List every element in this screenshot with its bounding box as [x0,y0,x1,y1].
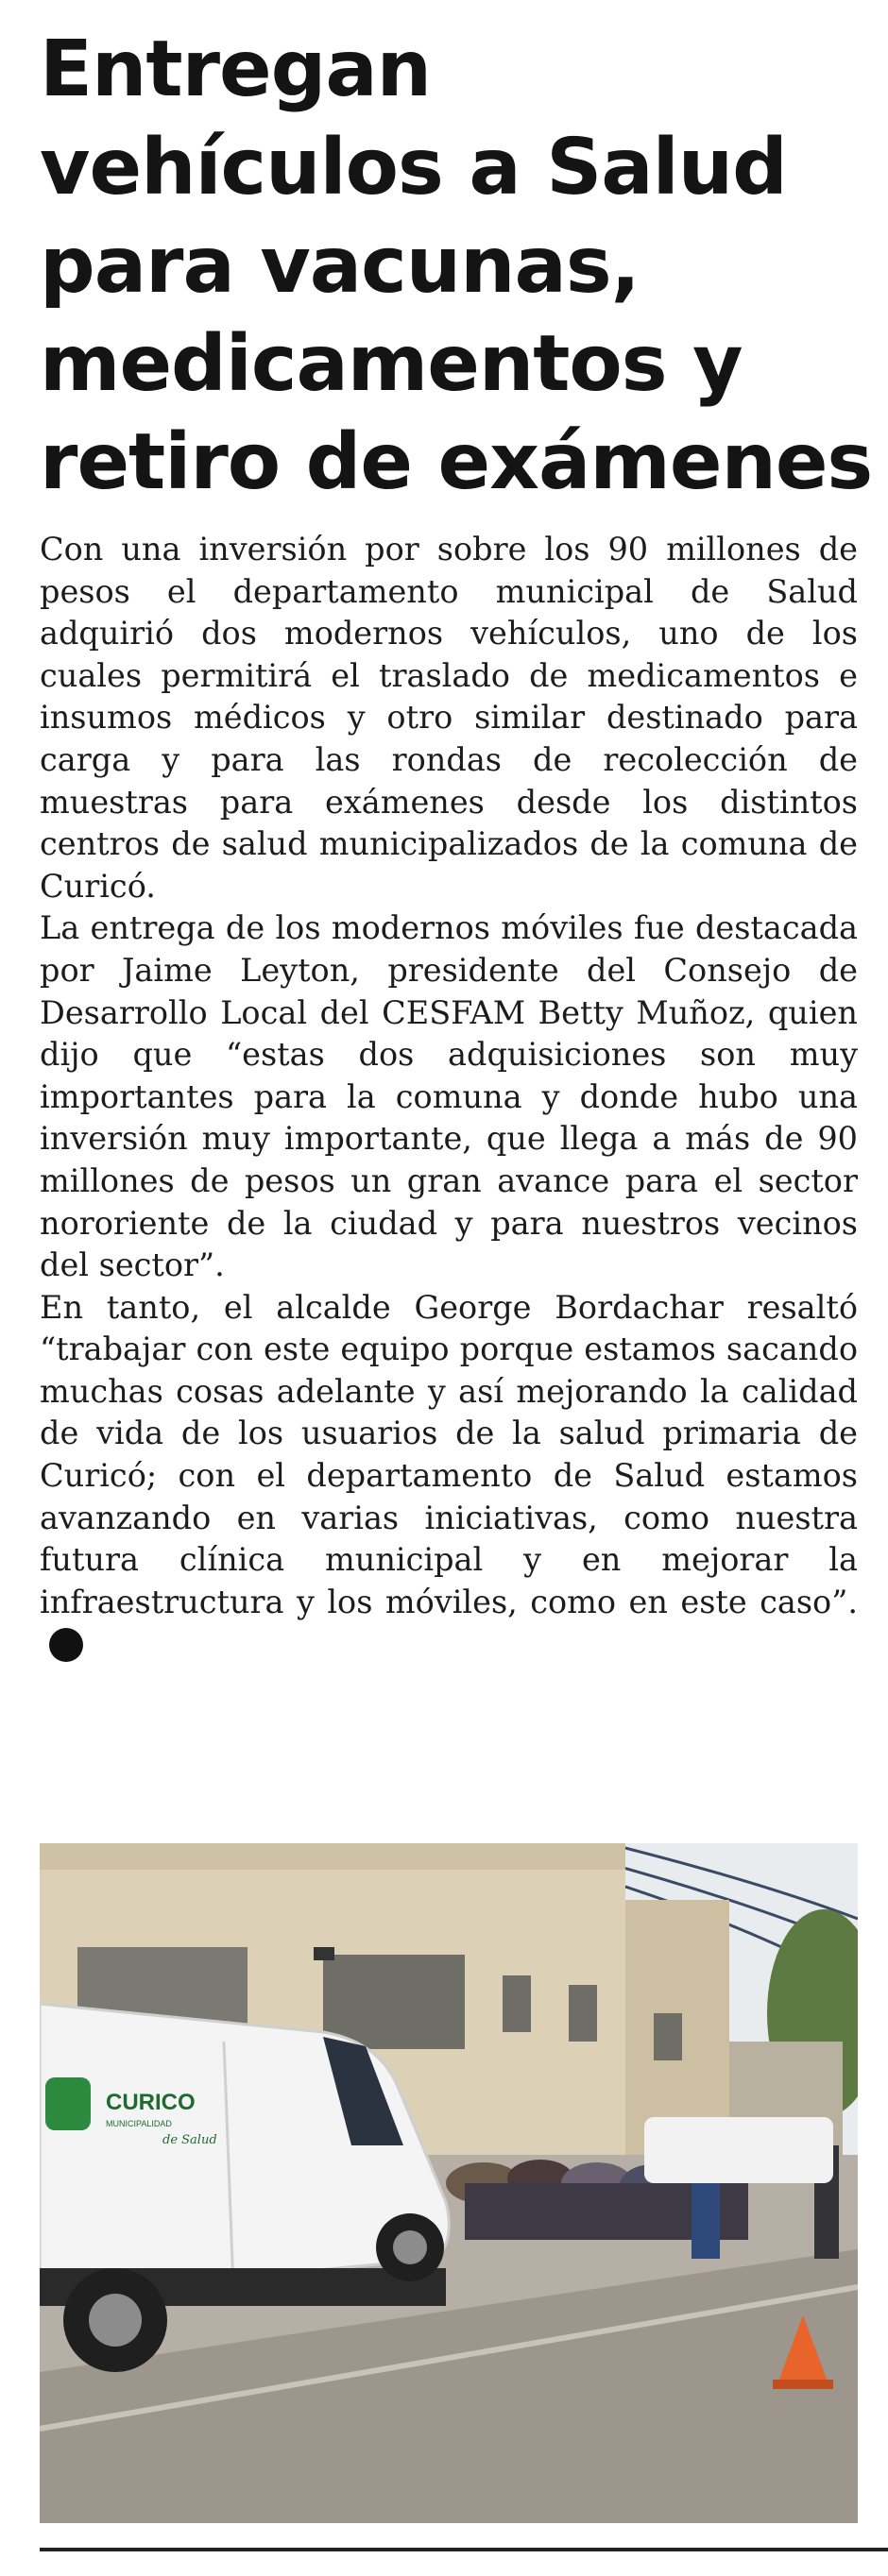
van-logo-subtext: MUNICIPALIDAD [106,2119,172,2128]
photo-window [323,1955,465,2049]
photo-illustration [40,1843,858,2523]
article-body [40,529,858,1666]
photo-window [654,2013,682,2060]
headline [40,21,871,512]
body-paragraph-2: La entrega de los modernos móviles fue destacada por Jaime Leyton, presidente del Consejo de Desarrollo Local del CESFAM Betty Muñoz, quien dijo que “estas dos adquisiciones son muy importantes para la comuna y donde hubo una inversión muy importante, que llega a más de 90 millones de pesos un gran avance para el sector nororiente de la ciudad y para nuestros vecinos del sector”. [40,909,858,1284]
body-paragraph-3 [40,1287,858,1666]
photo-window [503,1975,531,2032]
bottom-divider [40,2548,888,2551]
photo-building-roof [40,1843,625,1870]
headline-line: para vacunas, [40,221,640,311]
photo-window [569,1985,597,2042]
headline-line: vehículos a Salud [40,123,787,212]
body-paragraph-1: Con una inversión por sobre los 90 millones de pesos el departamento municipal de Salud adquirió dos modernos vehículos, uno de los cuales permitirá el traslado de medicamentos e insumos médicos y otro similar destinado para carga y para las rondas de recolección de muestras para exámenes desde los distintos centros de salud municipalizados de la comuna de Curicó. [40,531,858,905]
headline-line: Entregan [40,25,432,114]
body-paragraph-3-text: En tanto, el alcalde George Bordachar resaltó “trabajar con este equipo porque estamos sacando muchas cosas adelante y así mejorando la calidad de vida de los usuarios de la salud primaria de Curicó; con el departamento de Salud estamos avanzando en varias iniciativas, como nuestra futura clínica municipal y en mejorar la infraestructura y los móviles, como en este caso”. [40,1288,858,1620]
article-photo [40,1843,858,2523]
headline-line: medicamentos y [40,319,743,409]
photo-wall-lamp [314,1947,334,1960]
end-of-article-dot-icon [49,1628,83,1662]
van-logo-text: CURICO [106,2090,196,2115]
headline-line: retiro de exámenes [40,417,873,507]
photo-background-van [644,2117,833,2183]
van-logo-emblem [45,2077,91,2130]
van-logo-script: de Salud [162,2133,217,2147]
